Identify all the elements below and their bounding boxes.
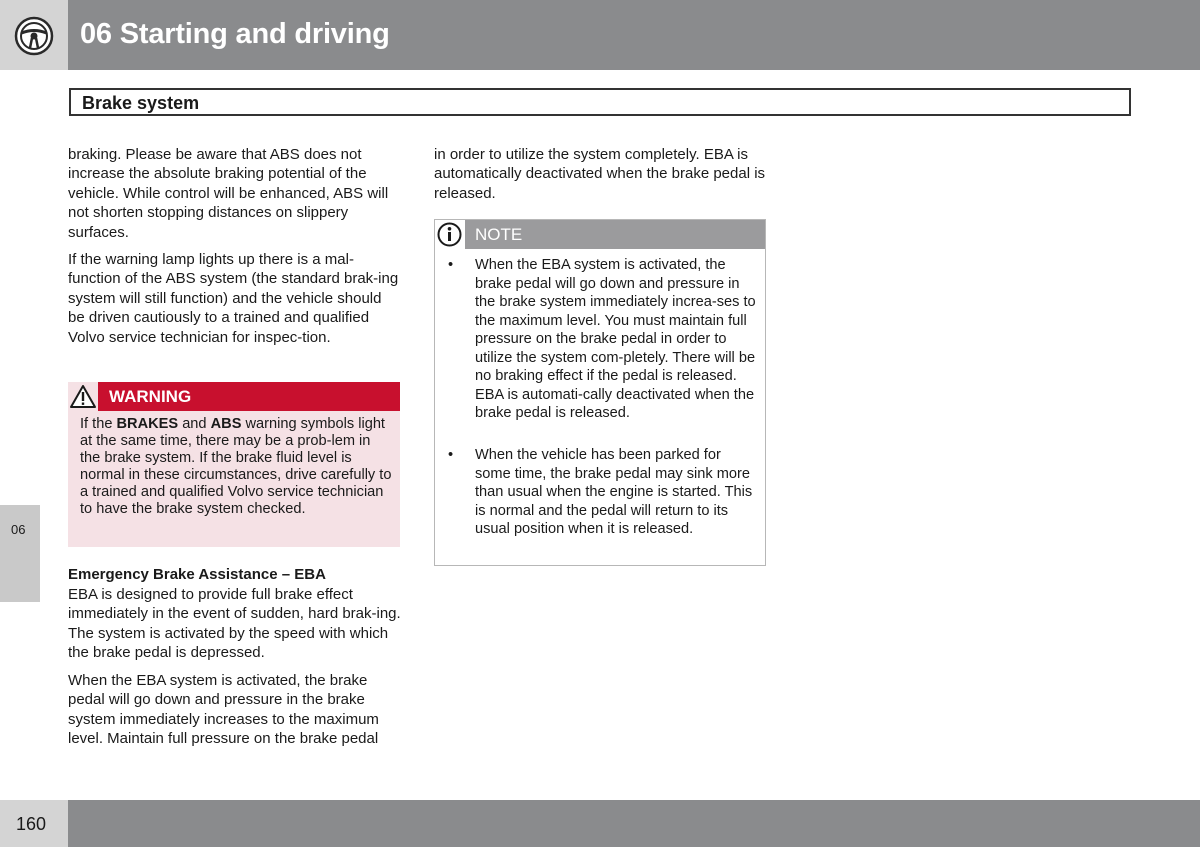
warning-text-part: If the [80, 416, 117, 432]
page-number: 160 [16, 814, 47, 834]
chapter-side-tab-label: 06 [11, 522, 26, 537]
warning-text [80, 416, 392, 519]
note-title: NOTE [475, 225, 523, 244]
note-item-text: When the vehicle has been parked for some time, the brake pedal may sink more than usual when the engine is started. This is normal and the pedal will return to its usual position when it is released. [475, 447, 753, 537]
chapter-side-tab [0, 505, 40, 602]
warning-text-brakes: BRAKES [116, 416, 179, 432]
warning-text-part: warning symbols light at the same time, there may be a prob-lem in the brake system. If the brake fluid level is normal in these circumstances, drive carefully to a trained and qualified Volvo service technician to have the brake system checked. [80, 416, 392, 518]
warning-text-abs: ABS [210, 416, 242, 432]
bullet-icon: • [448, 447, 454, 463]
eba-heading: Emergency Brake Assistance – EBA [68, 566, 326, 583]
paragraph-eba-activation: When the EBA system is activated, the brake pedal will go down and pressure in the brake system immediately increases to the maximum level. Maintain full pressure on the brake pedal [68, 672, 379, 748]
steering-wheel-icon [12, 16, 56, 56]
info-icon [435, 220, 465, 249]
note-item-text: When the EBA system is activated, the brake pedal will go down and pressure in the brake system immediately increa-ses to the maximum level. You must maintain full pressure on the brake pedal in order to utilize the system com-pletely. There will be no braking effect if the pedal is released. EBA is automati-cally deactivated when the brake pedal is released. [475, 257, 756, 421]
section-title: Brake system [82, 93, 200, 113]
warning-icon-cell [68, 382, 98, 411]
warning-text-part: and [178, 416, 211, 432]
paragraph-abs-malfunction: If the warning lamp lights up there is a mal-function of the ABS system (the standard brak-ing system will still function) and the vehicle should be driven cautiously to a trained and qualified Volvo service technician for inspec-tion. [68, 251, 399, 346]
note-box [434, 219, 766, 566]
header-icon-cell [0, 0, 68, 70]
warning-title: WARNING [109, 387, 192, 406]
bullet-icon: • [448, 257, 454, 273]
chapter-title: 06 Starting and driving [80, 18, 390, 50]
paragraph-eba-intro: EBA is designed to provide full brake effect immediately in the event of sudden, hard brak-ing. The system is activated by the speed with which the brake pedal is depressed. [68, 586, 401, 662]
footer-bar [68, 800, 1200, 847]
paragraph-eba-continued: in order to utilize the system completely. EBA is automatically deactivated when the brake pedal is released. [434, 146, 766, 202]
section-title-box [69, 88, 1131, 116]
note-header [435, 220, 765, 249]
warning-box [68, 382, 400, 547]
note-icon-cell [435, 220, 465, 249]
warning-triangle-icon [68, 382, 98, 411]
paragraph-abs-braking: braking. Please be aware that ABS does not increase the absolute braking potential of the vehicle. While control will be enhanced, ABS will not shorten stopping distances on slippery surfaces. [68, 146, 389, 241]
warning-header [68, 382, 400, 411]
footer-page-cell [0, 800, 68, 847]
